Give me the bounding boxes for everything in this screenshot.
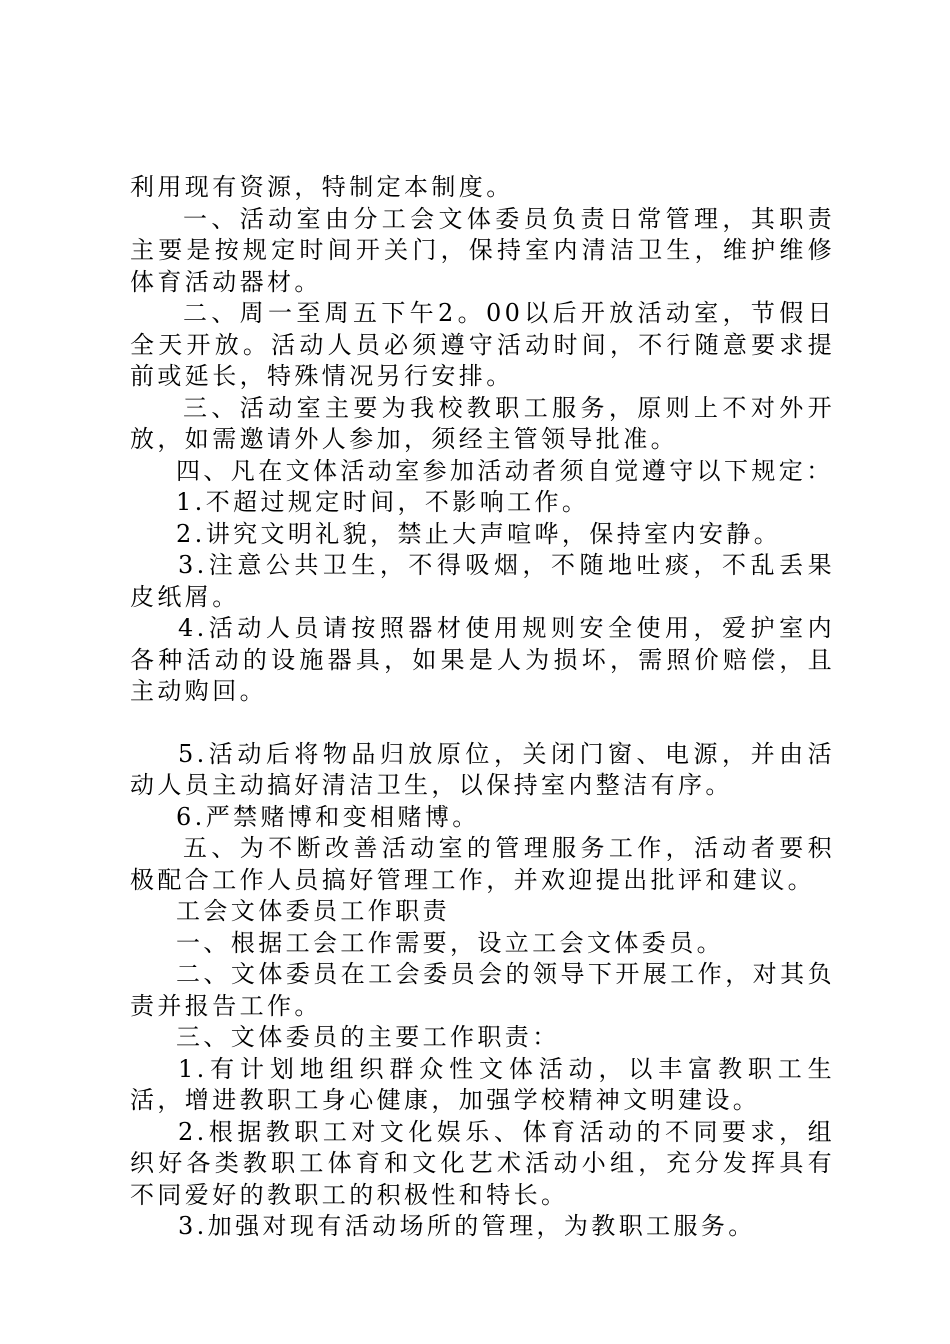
paragraph-duty-1: 一、根据工会工作需要，设立工会文体委员。 <box>176 928 724 957</box>
section-heading-duties: 工会文体委员工作职责 <box>176 897 450 925</box>
list-item-3: 3.注意公共卫生，不得吸烟，不随地吐痰，不乱丢果皮纸屑。 <box>130 551 835 611</box>
paragraph-duty-2: 二、文体委员在工会委员会的领导下开展工作，对其负责并报告工作。 <box>130 960 835 1020</box>
paragraph-rule-2: 二、周一至周五下午2。00以后开放活动室，节假日全天开放。活动人员必须遵守活动时间，不行随意要求提前或延长，特殊情况另行安排。 <box>130 299 835 390</box>
paragraph-rule-5: 五、为不断改善活动室的管理服务工作，活动者要积极配合工作人员搞好管理工作，并欢迎提出批评和建议。 <box>130 834 835 894</box>
paragraph-rule-1: 一、活动室由分工会文体委员负责日常管理，其职责主要是按规定时间开关门，保持室内清洁卫生，维护维修体育活动器材。 <box>130 204 835 296</box>
paragraph-duty-3: 三、文体委员的主要工作职责： <box>176 1023 560 1051</box>
duty-list-item-1: 1.有计划地组织群众性文体活动，以丰富教职工生活，增进教职工身心健康，加强学校精神文明建设。 <box>130 1054 835 1114</box>
paragraph-rule-3: 三、活动室主要为我校教职工服务，原则上不对外开放，如需邀请外人参加，须经主管领导批准。 <box>130 393 835 453</box>
list-item-6: 6.严禁赌博和变相赌博。 <box>176 802 480 831</box>
duty-list-item-3: 3.加强对现有活动场所的管理，为教职工服务。 <box>178 1212 756 1240</box>
document-body <box>130 172 835 1243</box>
list-item-1: 1.不超过规定时间，不影响工作。 <box>176 488 590 516</box>
blank-line <box>130 708 835 739</box>
list-item-5: 5.活动后将物品归放原位，关闭门窗、电源，并由活动人员主动搞好清洁卫生，以保持室内整洁有序。 <box>130 739 835 799</box>
duty-list-item-2: 2.根据教职工对文化娱乐、体育活动的不同要求，组织好各类教职工体育和文化艺术活动小组，充分发挥具有不同爱好的教职工的积极性和特长。 <box>130 1117 835 1209</box>
paragraph-intro-tail: 利用现有资源，特制定本制度。 <box>130 173 514 201</box>
list-item-4: 4.活动人员请按照器材使用规则安全使用，爱护室内各种活动的设施器具，如果是人为损坏，需照价赔偿，且主动购回。 <box>130 614 835 705</box>
paragraph-rule-4: 四、凡在文体活动室参加活动者须自觉遵守以下规定： <box>176 456 834 485</box>
list-item-2: 2.讲究文明礼貌，禁止大声喧哗，保持室内安静。 <box>176 519 782 548</box>
